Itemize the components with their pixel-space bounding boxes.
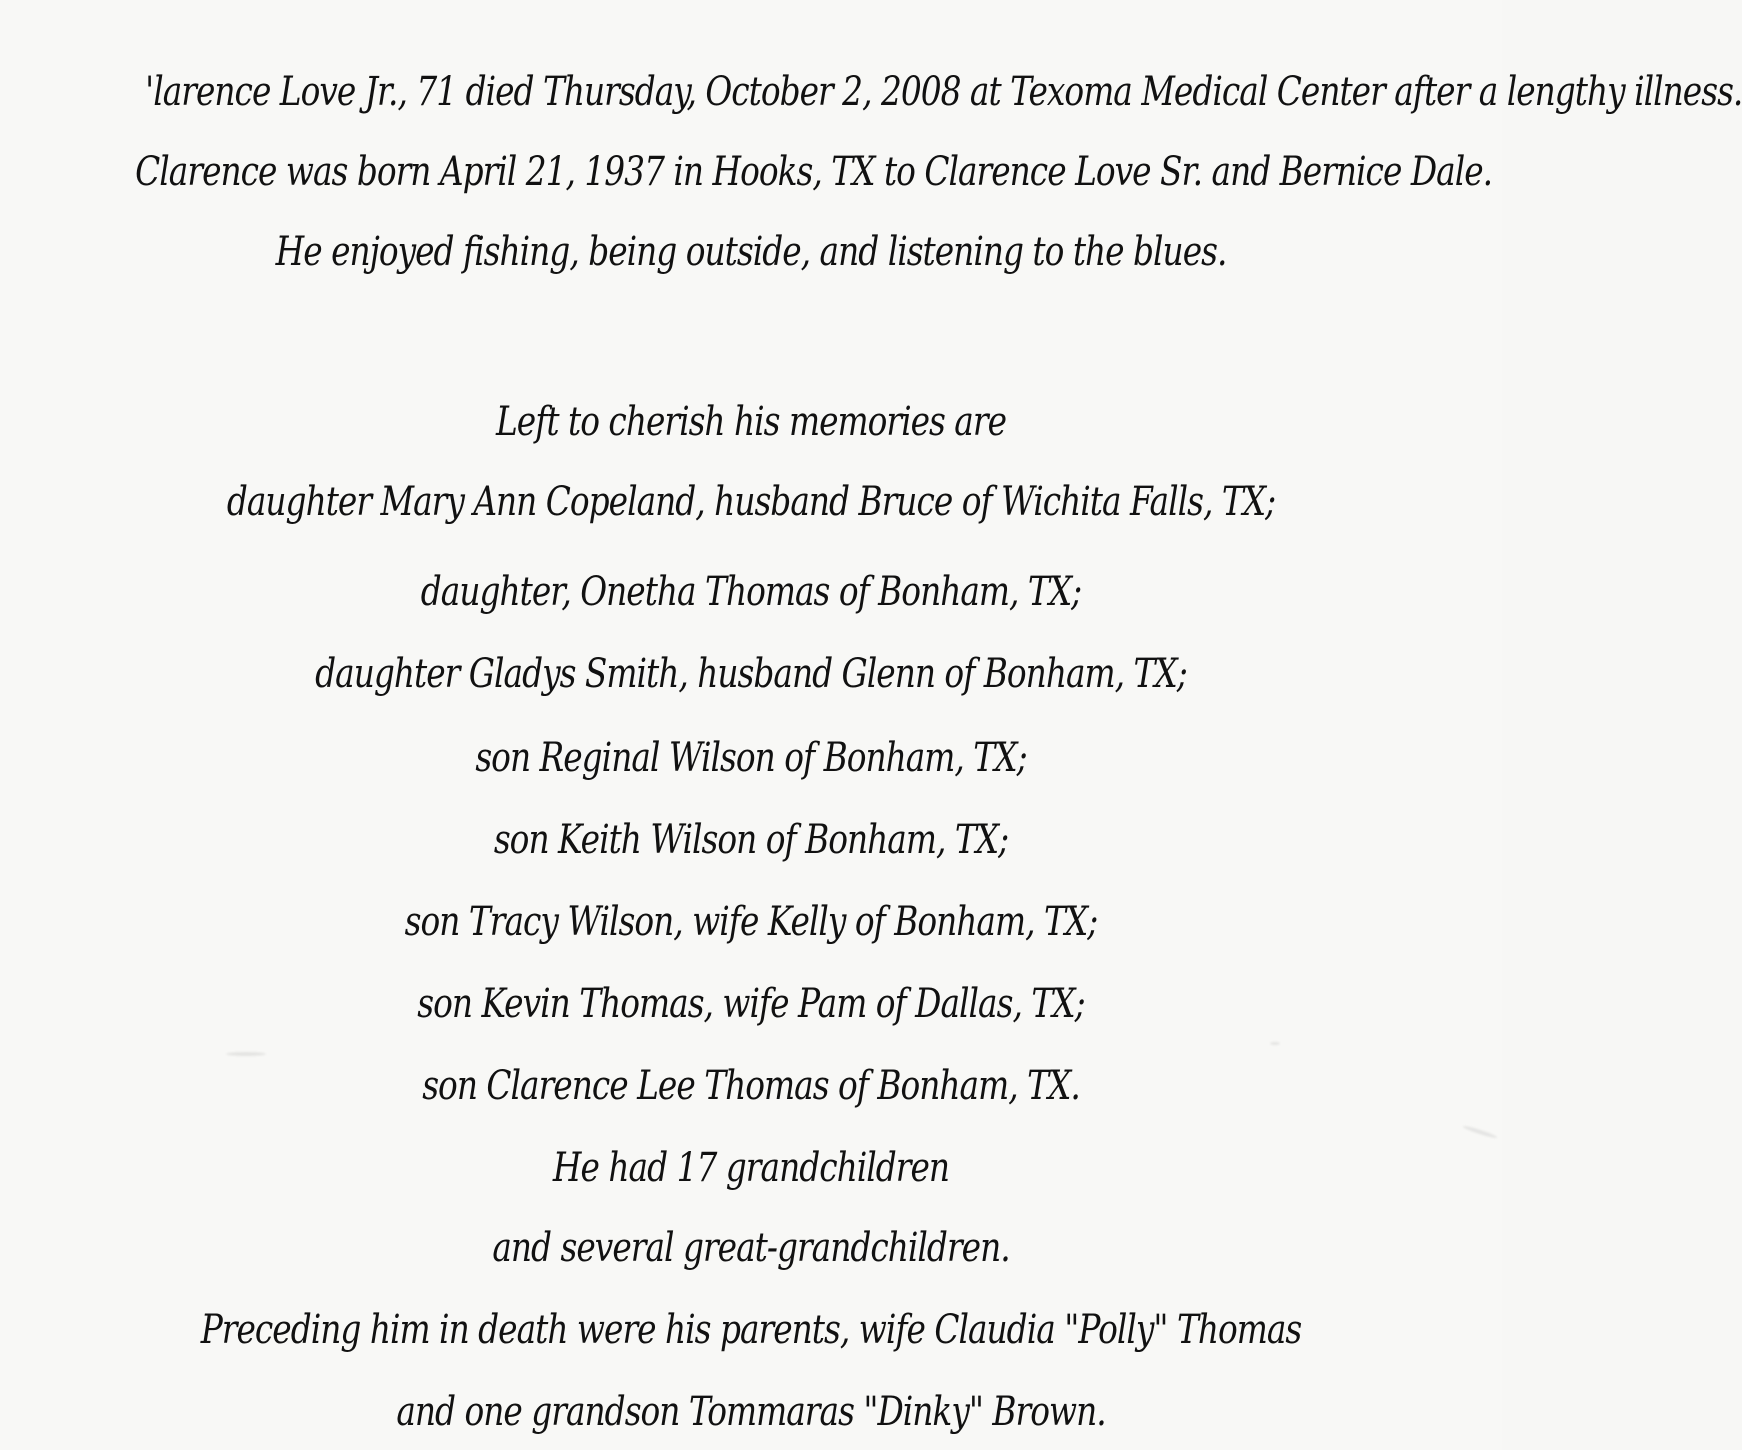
survivor-line: son Tracy Wilson, wife Kelly of Bonham, TX; [404, 899, 1098, 945]
survivors-heading: Left to cherish his memories are [496, 399, 1006, 445]
survivor-line: daughter Gladys Smith, husband Glenn of Bonham, TX; [315, 651, 1187, 697]
closing-line-grandson: and one grandson Tommaras "Dinky" Brown. [396, 1389, 1106, 1435]
survivor-line: daughter Mary Ann Copeland, husband Bruce of Wichita Falls, TX; [226, 479, 1276, 525]
survivor-line: son Kevin Thomas, wife Pam of Dallas, TX; [417, 981, 1085, 1027]
intro-line-3: He enjoyed fishing, being outside, and listening to the blues. [275, 229, 1227, 275]
intro-line-2: Clarence was born April 21, 1937 in Hooks, TX to Clarence Love Sr. and Bernice Dale. [135, 149, 1493, 195]
survivor-line: son Clarence Lee Thomas of Bonham, TX. [422, 1063, 1080, 1109]
closing-line-preceded: Preceding him in death were his parents, wife Claudia "Polly" Thomas [200, 1307, 1302, 1353]
survivor-line: son Reginal Wilson of Bonham, TX; [475, 735, 1027, 781]
survivor-line: son Keith Wilson of Bonham, TX; [493, 817, 1009, 863]
survivor-line: daughter, Onetha Thomas of Bonham, TX; [420, 569, 1082, 615]
closing-line-grandchildren: He had 17 grandchildren [552, 1145, 950, 1191]
closing-line-great-grandchildren: and several great-grandchildren. [492, 1225, 1010, 1271]
intro-line-1: 'larence Love Jr., 71 died Thursday, October 2, 2008 at Texoma Medical Center after a lengthy illness. [145, 69, 1742, 115]
